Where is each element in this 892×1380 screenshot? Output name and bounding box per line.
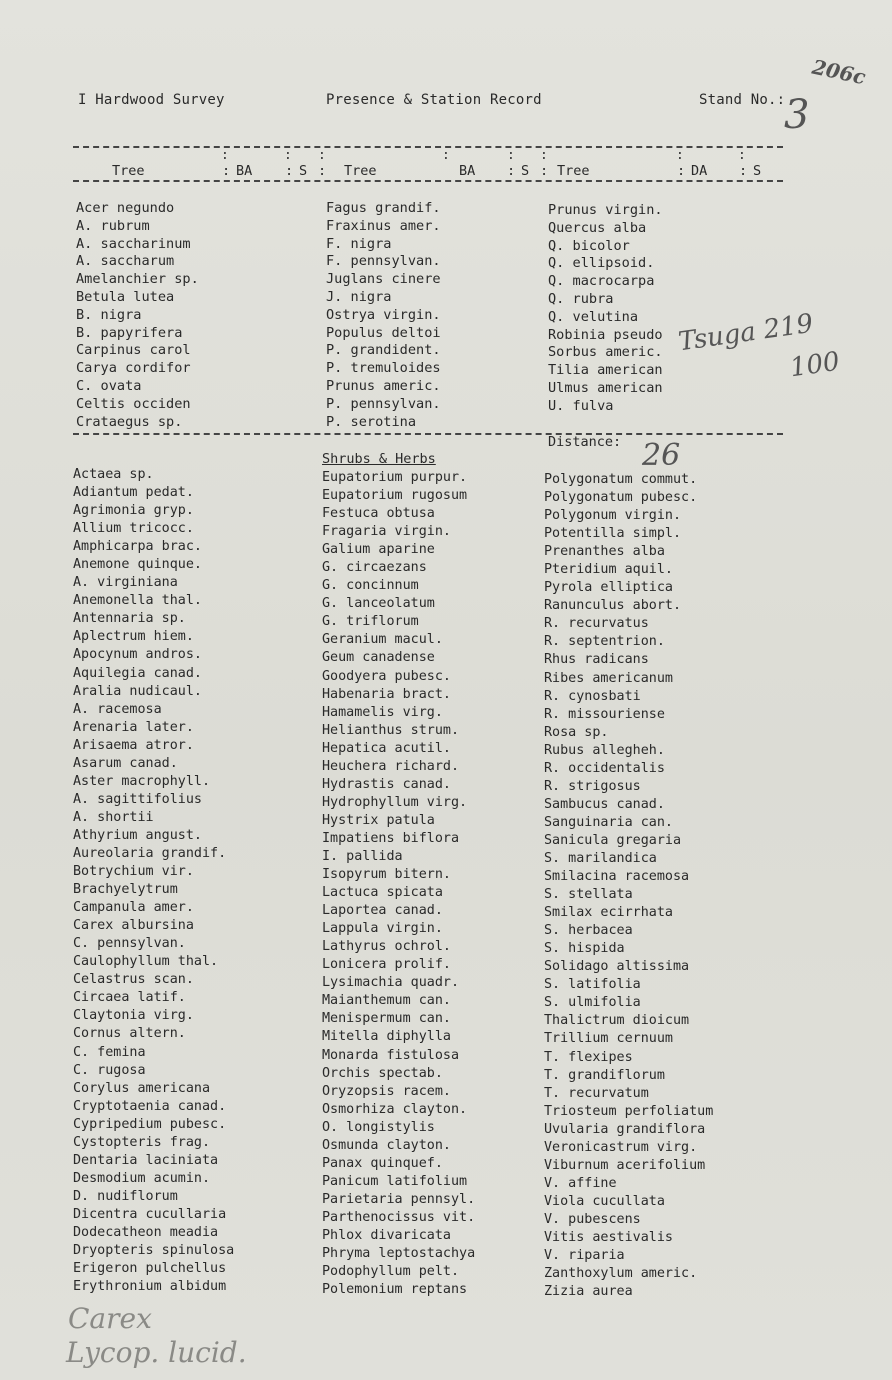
list-item: Allium tricocc. — [73, 521, 194, 537]
list-item: Cryptotaenia canad. — [73, 1098, 227, 1114]
list-item: Eupatorium purpur. — [322, 470, 468, 485]
list-item: Heuchera richard. — [322, 758, 460, 774]
list-item: Rhus radicans — [544, 652, 649, 668]
list-item: U. fulva — [548, 397, 614, 414]
list-item: Corylus americana — [73, 1080, 211, 1096]
list-item: Brachyelytrum — [73, 882, 178, 898]
list-item: Uvularia grandiflora — [544, 1121, 706, 1137]
record-title: Presence & Station Record — [326, 92, 542, 108]
list-item: Aureolaria grandif. — [73, 845, 227, 861]
list-item: Erythronium albidum — [73, 1279, 227, 1295]
list-item: A. saccharinum — [76, 235, 191, 252]
list-item: Quercus alba — [548, 219, 647, 236]
list-item: Thalictrum dioicum — [544, 1013, 690, 1029]
list-item: Hystrix patula — [322, 812, 435, 828]
list-item: Actaea sp. — [73, 467, 154, 482]
list-item: Botrychium vir. — [73, 864, 194, 880]
bottom-note-handwritten: Carex — [68, 1302, 152, 1335]
list-item: C. femina — [73, 1044, 146, 1060]
tree-list-col1 — [76, 200, 199, 431]
list-item: F. nigra — [326, 235, 392, 252]
list-item: Podophyllum pelt. — [322, 1264, 460, 1280]
list-item: Panicum latifolium — [322, 1173, 468, 1189]
list-item: S. hispida — [544, 941, 625, 957]
tsuga-handwritten: Tsuga 219 — [676, 308, 816, 358]
list-item: Orchis spectab. — [322, 1065, 443, 1081]
list-item: Smilacina racemosa — [544, 869, 690, 885]
list-item: Aster macrophyll. — [73, 773, 211, 789]
list-item: Parthenocissus vit. — [322, 1209, 476, 1225]
col-separator: : — [442, 148, 450, 163]
list-item: Populus deltoi — [326, 324, 441, 341]
col-header-ba-3: DA — [691, 163, 708, 179]
list-item: A. virginiana — [73, 575, 178, 591]
list-item: Ranunculus abort. — [544, 598, 682, 614]
list-item: B. papyrifera — [76, 324, 183, 341]
list-item: Mitella diphylla — [322, 1029, 451, 1045]
col-separator: : — [318, 148, 326, 163]
list-item: I. pallida — [322, 848, 403, 864]
list-item: Carpinus carol — [76, 342, 191, 359]
list-item: Q. velutina — [548, 308, 639, 325]
distance-label: Distance: — [548, 434, 622, 450]
list-item: Lonicera prolif. — [322, 957, 451, 973]
list-item: Athyrium angust. — [73, 827, 202, 843]
list-item: Celastrus scan. — [73, 972, 194, 988]
list-item: Prunus americ. — [326, 377, 441, 394]
survey-title: I Hardwood Survey — [78, 92, 225, 108]
list-item: Sanicula gregaria — [544, 832, 682, 848]
list-item: O. longistylis — [322, 1119, 435, 1135]
list-item: Galium aparine — [322, 542, 435, 558]
list-item: R. cynosbati — [544, 688, 641, 704]
list-item: Polygonatum commut. — [544, 472, 698, 487]
list-item: Aralia nudicaul. — [73, 683, 202, 699]
list-item: Monarda fistulosa — [322, 1047, 460, 1063]
list-item: Q. ellipsoid. — [548, 255, 655, 272]
list-item: Amphicarpa brac. — [73, 539, 202, 555]
list-item: G. lanceolatum — [322, 596, 435, 612]
list-item: V. riparia — [544, 1248, 625, 1264]
list-item: J. nigra — [326, 288, 392, 305]
list-item: Crataegus sp. — [76, 413, 183, 430]
list-item: Geum canadense — [322, 650, 435, 666]
list-item: D. nudiflorum — [73, 1188, 178, 1204]
list-item: S. herbacea — [544, 923, 633, 939]
col-header-sep: : — [285, 163, 294, 179]
list-item: Prunus virgin. — [548, 202, 663, 218]
list-item: Prenanthes alba — [544, 544, 665, 560]
col-header-sep: : — [677, 163, 686, 179]
list-item: C. pennsylvan. — [73, 936, 186, 952]
list-item: Eupatorium rugosum — [322, 488, 468, 504]
list-item: Cystopteris frag. — [73, 1134, 211, 1150]
list-item: Fagus grandif. — [326, 200, 441, 216]
list-item: C. ovata — [76, 377, 142, 394]
col-header-s-2: S — [521, 163, 530, 179]
list-item: Claytonia virg. — [73, 1008, 194, 1024]
list-item: Viola cucullata — [544, 1193, 665, 1209]
list-item: Polemonium reptans — [322, 1282, 468, 1298]
header-dashed-rule — [73, 180, 783, 182]
col-separator: : — [507, 148, 515, 163]
list-item: S. latifolia — [544, 977, 641, 993]
list-item: B. nigra — [76, 306, 142, 323]
list-item: Ostrya virgin. — [326, 306, 441, 323]
list-item: Anemonella thal. — [73, 593, 202, 609]
list-item: Hydrophyllum virg. — [322, 794, 468, 810]
list-item: Q. macrocarpa — [548, 273, 655, 290]
list-item: Sorbus americ. — [548, 344, 663, 361]
list-item: S. stellata — [544, 887, 633, 903]
list-item: A. sagittifolius — [73, 791, 202, 807]
list-item: C. rugosa — [73, 1062, 146, 1078]
list-item: Cypripedium pubesc. — [73, 1116, 227, 1132]
list-item: Ulmus american — [548, 379, 663, 396]
list-item: Laportea canad. — [322, 903, 443, 919]
list-item: Dodecatheon meadia — [73, 1224, 219, 1240]
tree-list-col3 — [548, 202, 663, 416]
list-item: T. grandiflorum — [544, 1067, 665, 1083]
list-item: Sanguinaria can. — [544, 814, 673, 830]
col-header-sep: : — [222, 163, 231, 179]
list-item: P. grandident. — [326, 342, 441, 359]
list-item: Cornus altern. — [73, 1026, 186, 1042]
list-item: Goodyera pubesc. — [322, 668, 451, 684]
list-item: Acer negundo — [76, 200, 175, 216]
col-separator: : — [738, 148, 746, 163]
list-item: G. concinnum — [322, 578, 419, 594]
col-header-tree-2: Tree — [344, 163, 377, 179]
tsuga-value-handwritten: 100 — [788, 346, 842, 384]
list-item: Hamamelis virg. — [322, 704, 443, 720]
list-item: Dentaria laciniata — [73, 1152, 219, 1168]
list-item: Antennaria sp. — [73, 611, 186, 627]
col-header-s-3: S — [753, 163, 762, 179]
list-item: Carex albursina — [73, 918, 194, 934]
list-item: Lysimachia quadr. — [322, 975, 460, 991]
list-item: Trillium cernuum — [544, 1031, 673, 1047]
list-item: Aplectrum hiem. — [73, 629, 194, 645]
list-item: A. shortii — [73, 809, 154, 825]
list-item: Arenaria later. — [73, 719, 194, 735]
list-item: Campanula amer. — [73, 900, 194, 916]
list-item: R. septentrion. — [544, 634, 665, 650]
list-item: G. circaezans — [322, 560, 427, 576]
list-item: Celtis occiden — [76, 395, 191, 412]
list-item: P. tremuloides — [326, 360, 441, 377]
list-item: Pyrola elliptica — [544, 580, 673, 596]
list-item: Arisaema atror. — [73, 737, 194, 753]
list-item: Zizia aurea — [544, 1284, 633, 1300]
list-item: Hydrastis canad. — [322, 776, 451, 792]
col-header-tree-3: Tree — [557, 163, 590, 179]
list-item: Phlox divaricata — [322, 1227, 451, 1243]
col-header-sep: : — [318, 163, 327, 179]
col-header-tree-1: Tree — [112, 163, 145, 179]
list-item: Impatiens biflora — [322, 830, 460, 846]
stand-label: Stand No.: — [699, 92, 786, 108]
list-item: Ribes americanum — [544, 670, 673, 686]
list-item: Smilax ecirrhata — [544, 905, 673, 921]
list-item: S. marilandica — [544, 850, 657, 866]
list-item: V. affine — [544, 1175, 617, 1191]
list-item: Caulophyllum thal. — [73, 954, 219, 970]
list-item: T. flexipes — [544, 1049, 633, 1065]
list-item: Juglans cinere — [326, 271, 441, 288]
list-item: Menispermum can. — [322, 1011, 451, 1027]
list-item: Maianthemum can. — [322, 993, 451, 1009]
col-separator: : — [540, 148, 548, 163]
list-item: Aquilegia canad. — [73, 665, 202, 681]
list-item: Festuca obtusa — [322, 506, 435, 522]
list-item: Fraxinus amer. — [326, 217, 441, 234]
list-item: G. triflorum — [322, 614, 419, 630]
list-item: Circaea latif. — [73, 990, 186, 1006]
list-item: Rubus allegheh. — [544, 742, 665, 758]
col-header-sep: : — [739, 163, 748, 179]
list-item: R. strigosus — [544, 778, 641, 794]
middle-dashed-rule — [73, 433, 783, 435]
list-item: Veronicastrum virg. — [544, 1139, 698, 1155]
list-item: R. occidentalis — [544, 760, 665, 776]
list-item: Lactuca spicata — [322, 885, 443, 901]
distance-value-handwritten: 26 — [642, 438, 681, 473]
list-item: Vitis aestivalis — [544, 1229, 673, 1245]
list-item: Osmorhiza clayton. — [322, 1101, 468, 1117]
herb-list-col3 — [544, 471, 713, 1301]
list-item: P. pennsylvan. — [326, 395, 441, 412]
list-item: Geranium macul. — [322, 632, 443, 648]
list-item: Habenaria bract. — [322, 686, 451, 702]
list-item: Amelanchier sp. — [76, 271, 199, 288]
list-item: F. pennsylvan. — [326, 253, 441, 270]
col-separator: : — [676, 148, 684, 163]
list-item: Hepatica acutil. — [322, 740, 451, 756]
col-header-sep: : — [507, 163, 516, 179]
list-item: A. racemosa — [73, 701, 162, 717]
list-item: Pteridium aquil. — [544, 562, 673, 578]
col-header-ba-1: BA — [236, 163, 253, 179]
list-item: T. recurvatum — [544, 1085, 649, 1101]
list-item: Dicentra cucullaria — [73, 1206, 227, 1222]
list-item: Anemone quinque. — [73, 557, 202, 573]
shrubs-herbs-heading: Shrubs & Herbs — [322, 451, 436, 467]
list-item: Lathyrus ochrol. — [322, 939, 451, 955]
herb-list-col2 — [322, 469, 475, 1299]
list-item: Apocynum andros. — [73, 647, 202, 663]
col-header-sep: : — [540, 163, 549, 179]
list-item: Asarum canad. — [73, 755, 178, 771]
list-item: Polygonum virgin. — [544, 508, 682, 524]
list-item: P. serotina — [326, 413, 417, 430]
tree-list-col2 — [326, 200, 441, 431]
list-item: V. pubescens — [544, 1211, 641, 1227]
list-item: Osmunda clayton. — [322, 1137, 451, 1153]
herb-list-col1 — [73, 466, 234, 1296]
list-item: Polygonatum pubesc. — [544, 490, 698, 506]
list-item: Lappula virgin. — [322, 921, 443, 937]
list-item: Triosteum perfoliatum — [544, 1103, 714, 1119]
corner-code-handwritten: 206c — [810, 54, 868, 90]
list-item: R. recurvatus — [544, 616, 649, 632]
col-separator: : — [221, 148, 229, 163]
list-item: Erigeron pulchellus — [73, 1261, 227, 1277]
stand-number-handwritten: 3 — [784, 92, 810, 138]
col-separator: : — [284, 148, 292, 163]
list-item: Agrimonia gryp. — [73, 503, 194, 519]
list-item: Robinia pseudo — [548, 326, 663, 343]
list-item: Parietaria pennsyl. — [322, 1191, 476, 1207]
list-item: Q. rubra — [548, 290, 614, 307]
list-item: Tilia american — [548, 362, 663, 379]
list-item: R. missouriense — [544, 706, 665, 722]
col-header-ba-2: BA — [459, 163, 476, 179]
bottom-note-handwritten: Lycop. lucid. — [66, 1336, 247, 1369]
list-item: Panax quinquef. — [322, 1155, 443, 1171]
list-item: Viburnum acerifolium — [544, 1157, 706, 1173]
list-item: S. ulmifolia — [544, 995, 641, 1011]
list-item: Adiantum pedat. — [73, 485, 194, 501]
list-item: Solidago altissima — [544, 959, 690, 975]
list-item: Fragaria virgin. — [322, 524, 451, 540]
list-item: Carya cordifor — [76, 360, 191, 377]
list-item: Isopyrum bitern. — [322, 867, 451, 883]
list-item: Helianthus strum. — [322, 722, 460, 738]
list-item: Zanthoxylum americ. — [544, 1266, 698, 1282]
list-item: Oryzopsis racem. — [322, 1083, 451, 1099]
list-item: A. saccharum — [76, 253, 175, 270]
list-item: Phryma leptostachya — [322, 1246, 476, 1262]
list-item: A. rubrum — [76, 217, 150, 234]
col-header-s-1: S — [299, 163, 308, 179]
list-item: Rosa sp. — [544, 724, 609, 740]
list-item: Desmodium acumin. — [73, 1170, 211, 1186]
list-item: Dryopteris spinulosa — [73, 1243, 235, 1259]
list-item: Sambucus canad. — [544, 796, 665, 812]
list-item: Betula lutea — [76, 288, 175, 305]
list-item: Q. bicolor — [548, 237, 630, 254]
list-item: Potentilla simpl. — [544, 526, 682, 542]
